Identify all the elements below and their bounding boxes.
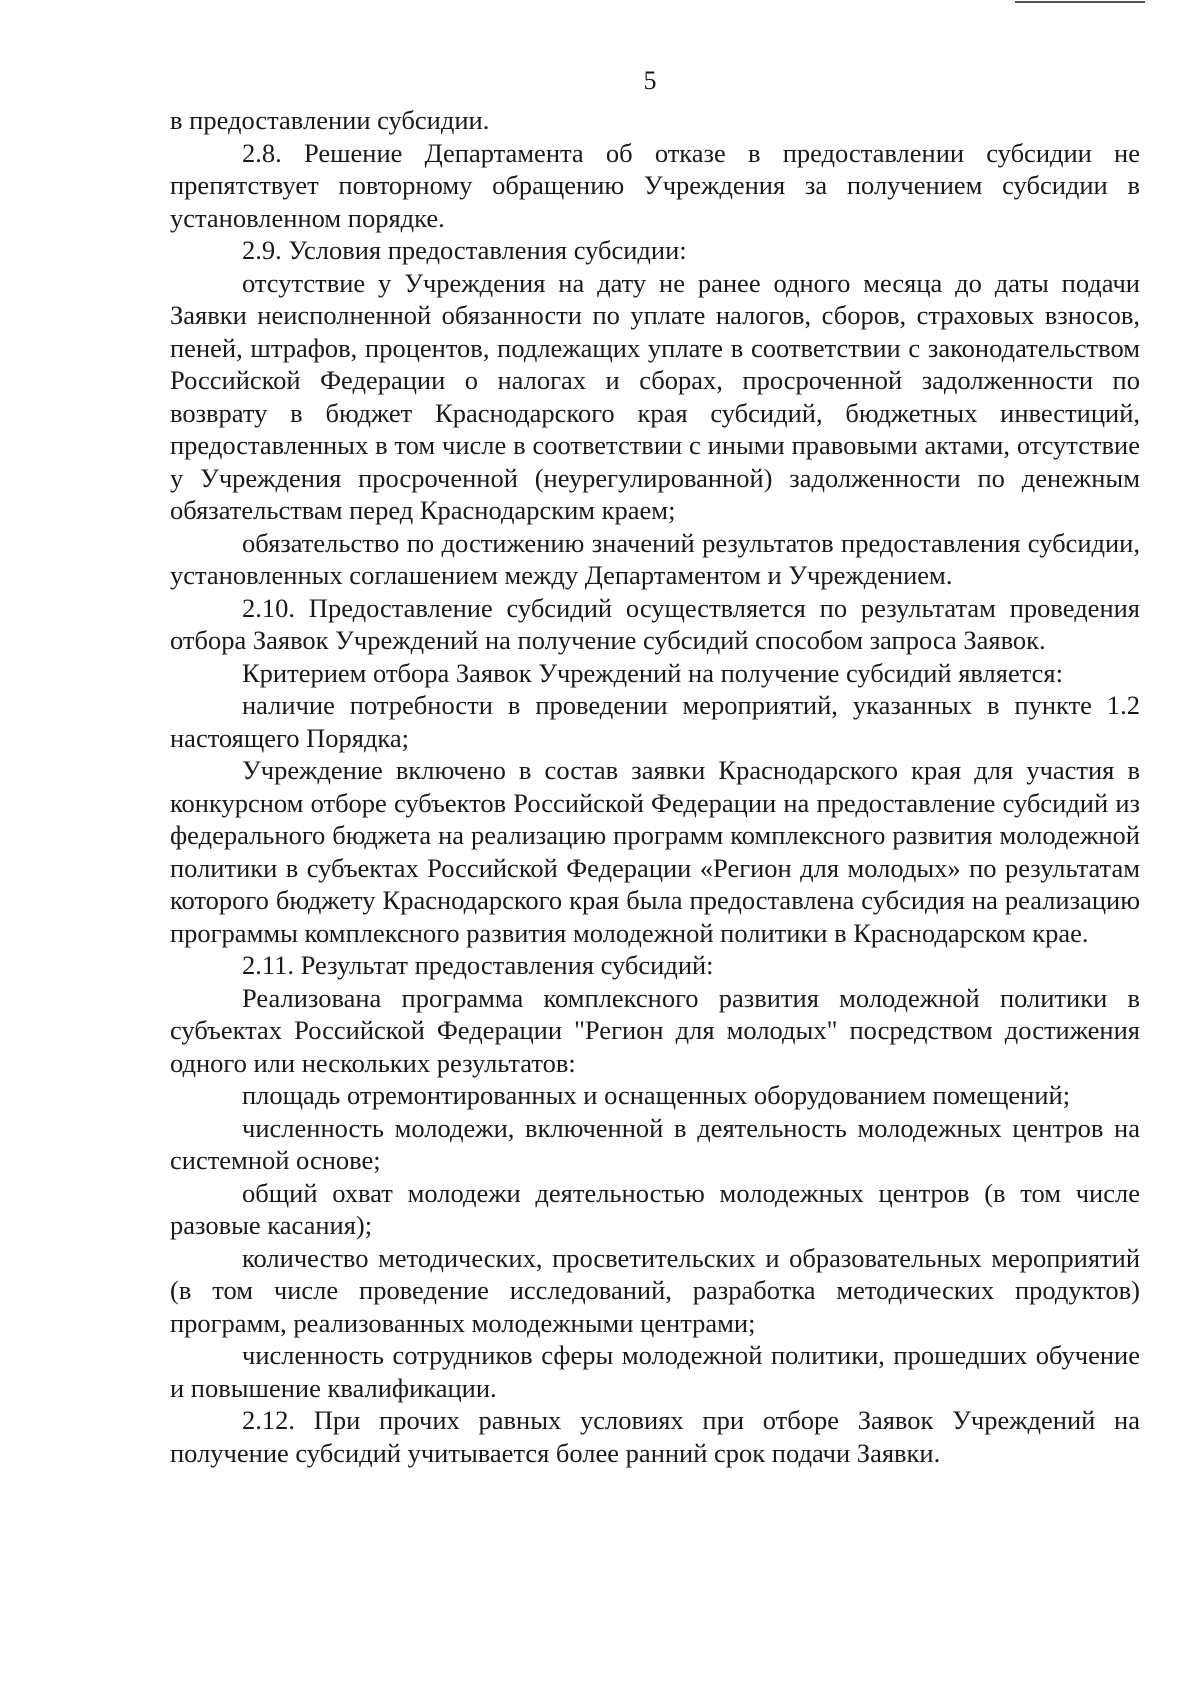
paragraph-2-9: 2.9. Условия предоставления субсидии:	[242, 235, 687, 265]
paragraph-result-area: площадь отремонтированных и оснащенных оборудованием помещений;	[242, 1080, 1071, 1110]
paragraph-result-program: Реализована программа комплексного развития молодежной политики в субъектах Российской Федерации "Регион для молодых" посредством достижения одного или нескольких результатов:	[170, 982, 1140, 1078]
page-number: 5	[643, 66, 657, 95]
paragraph-2-11: 2.11. Результат предоставления субсидий:	[242, 950, 714, 980]
paragraph-continuation: в предоставлении субсидии.	[170, 105, 490, 135]
document-body	[170, 104, 1140, 1469]
paragraph-condition-obligation: обязательство по достижению значений результатов предоставления субсидии, установленных соглашением между Департаментом и Учреждением.	[170, 527, 1140, 590]
paragraph-condition-no-debt: отсутствие у Учреждения на дату не ранее одного месяца до даты подачи Заявки неисполненной обязанности по уплате налогов, сборов, страховых взносов, пеней, штрафов, процентов, подлежащих уплате в соответствии с законодательством Российской Федерации о налогах и сборах, просроченной задолженности по возврату в бюджет Краснодарского края субсидий, бюджетных инвестиций, предоставленных в том числе в соответствии с иными правовыми актами, отсутствие у Учреждения просроченной (неурегулированной) задолженности по денежным обязательствам перед Краснодарским краем;	[170, 267, 1140, 525]
paragraph-result-events: количество методических, просветительских и образовательных мероприятий (в том числе проведение исследований, разработка методических продуктов) программ, реализованных молодежными центрами;	[170, 1242, 1140, 1338]
paragraph-2-10: 2.10. Предоставление субсидий осуществляется по результатам проведения отбора Заявок Учреждений на получение субсидий способом запроса Заявок.	[170, 592, 1140, 655]
paragraph-result-coverage: общий охват молодежи деятельностью молодежных центров (в том числе разовые касания);	[170, 1177, 1140, 1240]
top-edge-rule	[1015, 1, 1145, 3]
paragraph-2-12: 2.12. При прочих равных условиях при отборе Заявок Учреждений на получение субсидий учитывается более ранний срок подачи Заявки.	[170, 1405, 1140, 1468]
paragraph-result-youth-count: численность молодежи, включенной в деятельность молодежных центров на системной основе;	[170, 1112, 1140, 1175]
paragraph-result-staff: численность сотрудников сферы молодежной политики, прошедших обучение и повышение квалификации.	[170, 1340, 1140, 1403]
paragraph-criterion-inclusion: Учреждение включено в состав заявки Краснодарского края для участия в конкурсном отборе субъектов Российской Федерации на предоставление субсидий из федерального бюджета на реализацию программ комплексного развития молодежной политики в субъектах Российской Федерации «Регион для молодых» по результатам которого бюджету Краснодарского края была предоставлена субсидия на реализацию программы комплексного развития молодежной политики в Краснодарском крае.	[170, 755, 1140, 948]
paragraph-2-8: 2.8. Решение Департамента об отказе в предоставлении субсидии не препятствует повторному обращению Учреждения за получением субсидии в установленном порядке.	[170, 137, 1140, 233]
paragraph-criterion-need: наличие потребности в проведении мероприятий, указанных в пункте 1.2 настоящего Порядка;	[170, 690, 1140, 753]
paragraph-selection-criterion: Критерием отбора Заявок Учреждений на получение субсидий является:	[242, 657, 1063, 688]
